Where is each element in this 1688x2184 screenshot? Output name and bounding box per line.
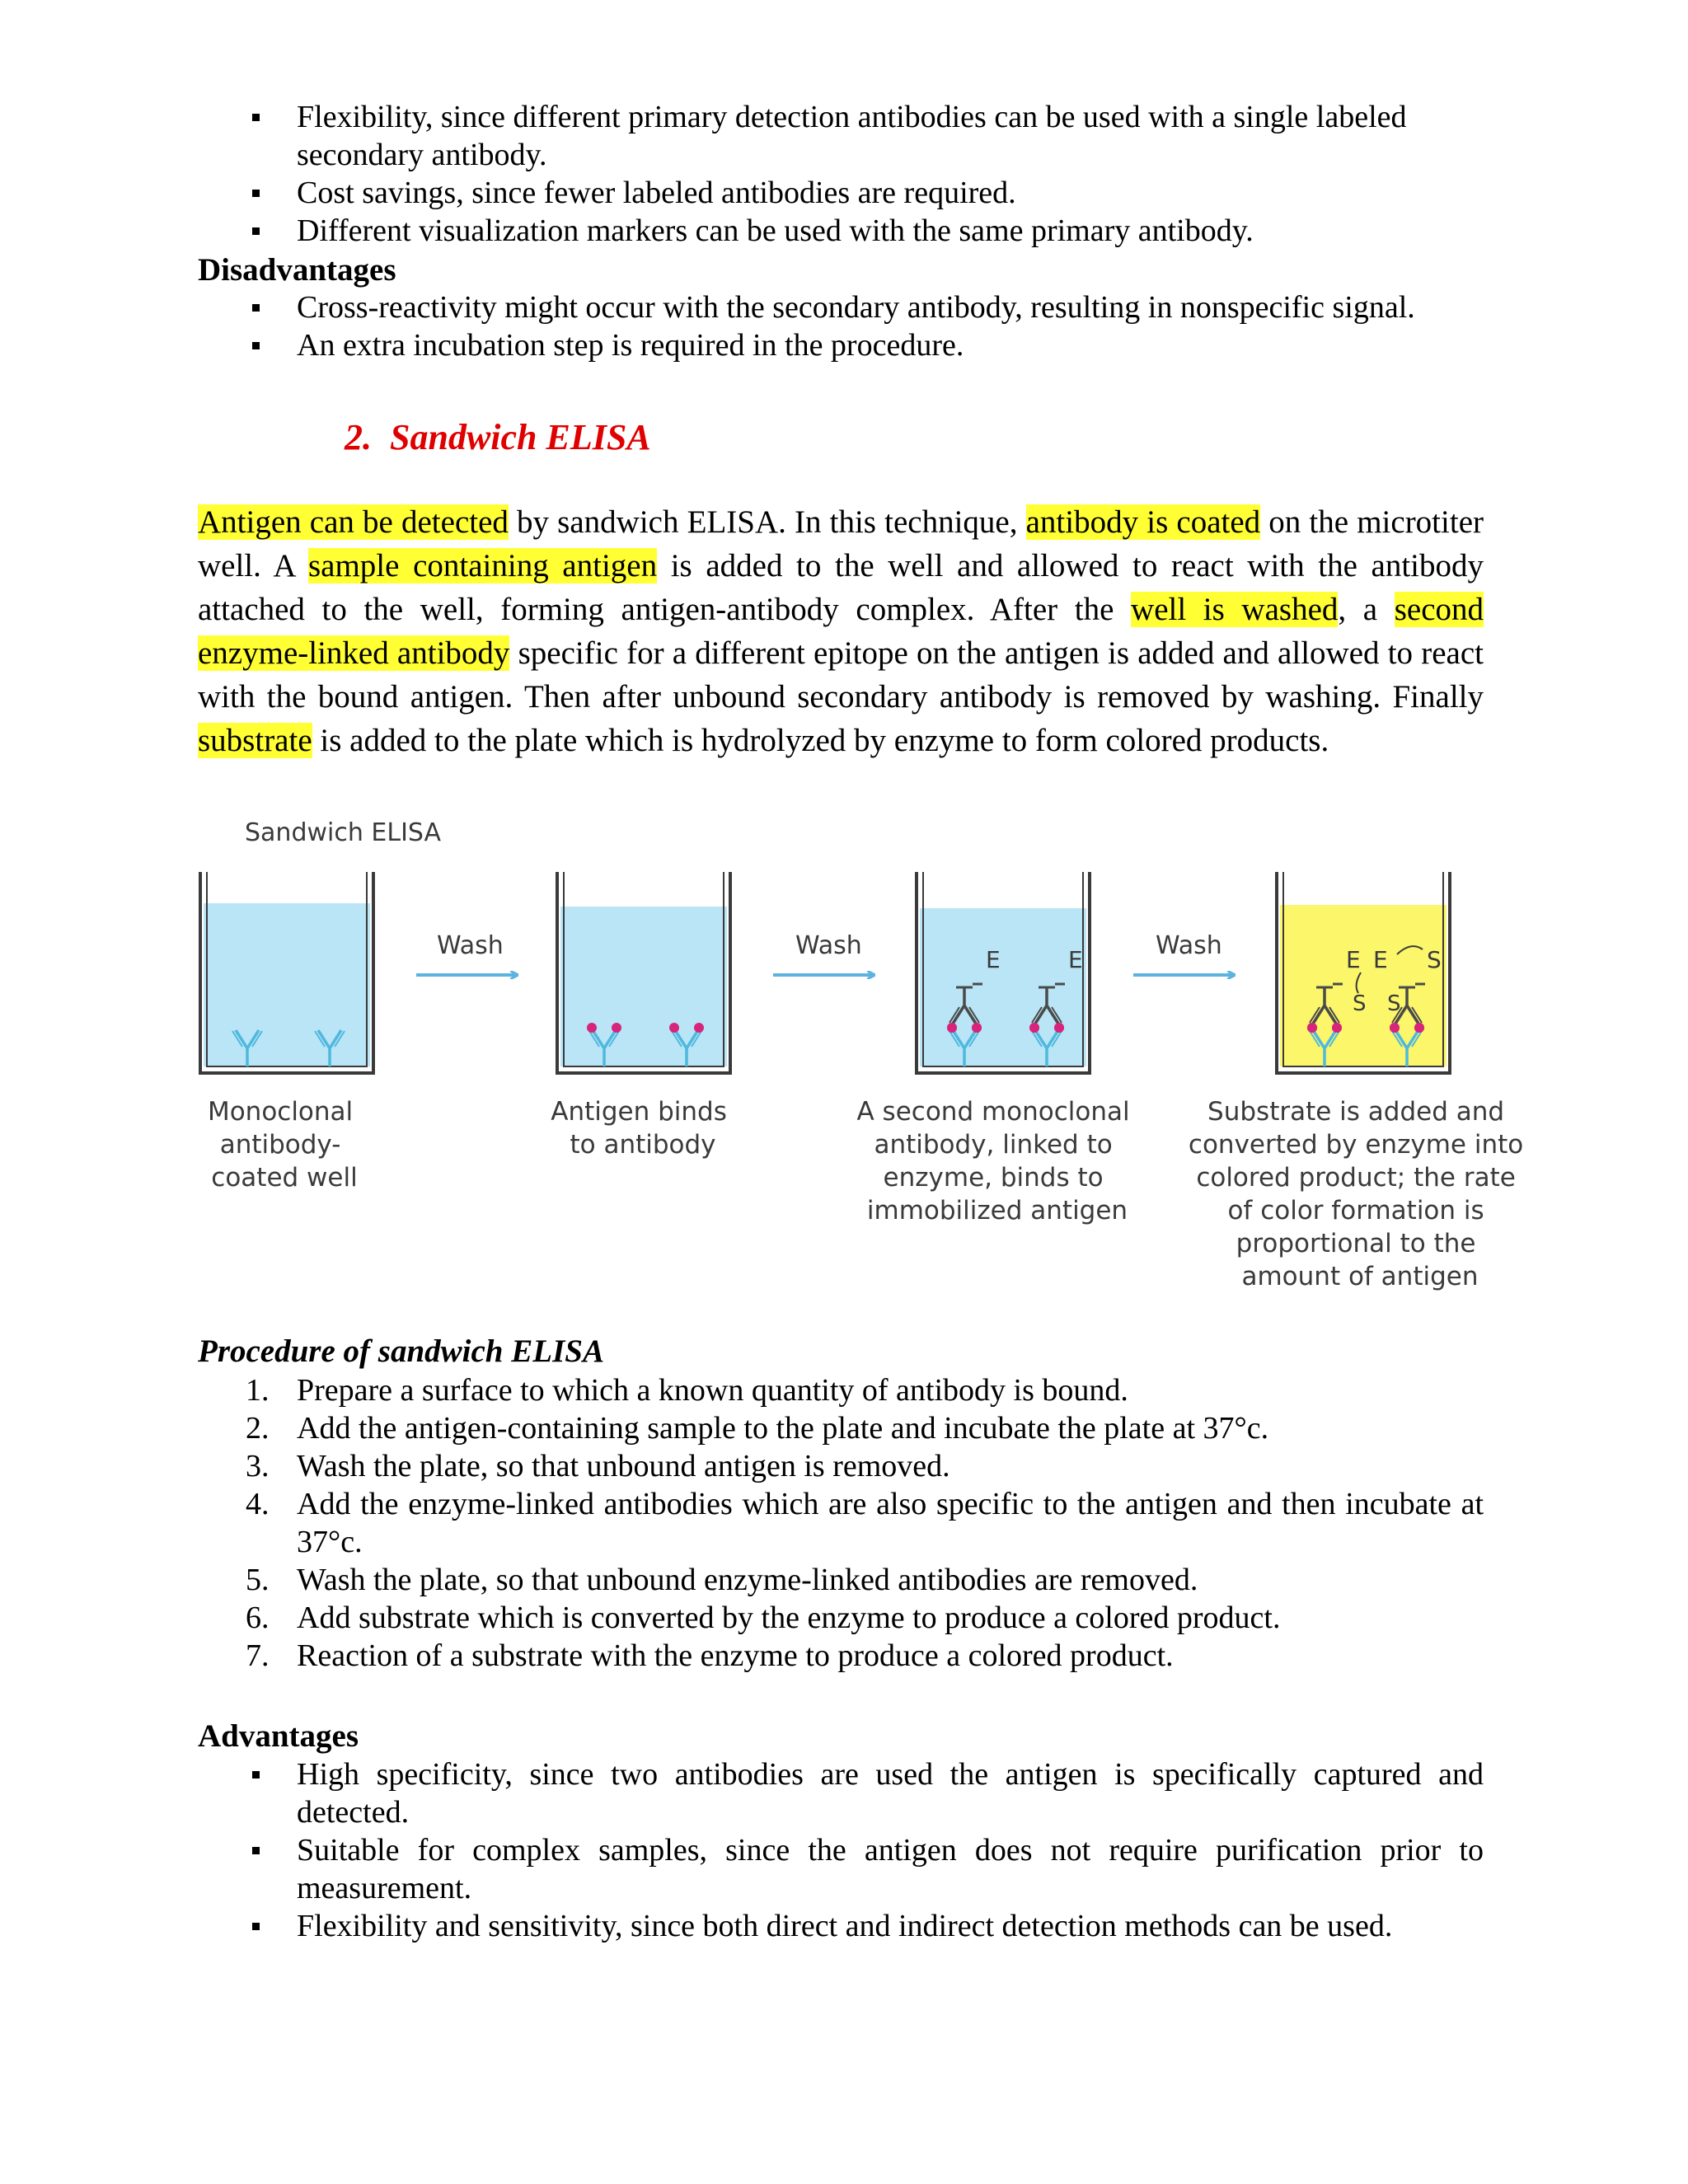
procedure-steps <box>198 1371 1484 1675</box>
figure-title: Sandwich ELISA <box>245 818 442 847</box>
caption-well-2: Antigen binds to antibody <box>551 1097 727 1160</box>
step-number: 5. <box>246 1563 270 1597</box>
wash-arrow-3 <box>1133 931 1234 975</box>
advantages-list <box>198 1755 1484 1945</box>
well-4 <box>1277 872 1450 1073</box>
procedure-step <box>198 1409 1484 1447</box>
enzyme-label: E <box>1346 946 1361 973</box>
procedure-step <box>198 1561 1484 1599</box>
enzyme-label: E <box>1068 946 1083 973</box>
substrate-label: S <box>1427 946 1442 973</box>
step-text: Reaction of a substrate with the enzyme to produce a colored product. <box>297 1638 1174 1673</box>
highlight-text: antibody is coated <box>1025 504 1261 540</box>
list-item-text: Cost savings, since fewer labeled antibodies are required. <box>297 176 1016 210</box>
list-item <box>198 1907 1484 1945</box>
caption-well-4: Substrate is added and converted by enzyme into colored product; the rate of color formation is proportional to the amount of antigen <box>1188 1097 1524 1291</box>
list-item-text: Different visualization markers can be used with the same primary antibody. <box>297 213 1254 248</box>
procedure-step <box>198 1599 1484 1637</box>
step-text: Wash the plate, so that unbound enzyme-linked antibodies are removed. <box>297 1563 1198 1597</box>
procedure-heading: Procedure of sandwich ELISA <box>198 1333 604 1369</box>
step-text: Add substrate which is converted by the enzyme to produce a colored product. <box>297 1601 1281 1635</box>
procedure-step <box>198 1637 1484 1675</box>
substrate-label: S <box>1387 991 1401 1016</box>
paragraph-text: on the microtiter well. A <box>198 504 1484 583</box>
paragraph-text: , a <box>1338 592 1395 627</box>
paragraph-text: is added to the well and allowed to react with the antibody attached to the well, forming antigen-antibody complex. After the <box>198 548 1484 627</box>
list-item <box>198 1755 1484 1831</box>
wash-label: Wash <box>437 931 504 960</box>
well-1 <box>200 872 373 1073</box>
well-3 <box>917 872 1090 1073</box>
procedure-step <box>198 1371 1484 1409</box>
step-number: 7. <box>246 1638 270 1673</box>
procedure-step <box>198 1447 1484 1485</box>
step-text: Wash the plate, so that unbound antigen is removed. <box>297 1449 950 1483</box>
highlight-text: Antigen can be detected <box>198 504 509 540</box>
section-title-text: Sandwich ELISA <box>390 417 651 457</box>
list-item-text: High specificity, since two antibodies are used the antigen is specifically captured and detected. <box>297 1757 1484 1830</box>
disadvantages-heading: Disadvantages <box>198 252 396 288</box>
highlight-text: sample containing antigen <box>307 548 658 583</box>
wash-label: Wash <box>795 931 862 960</box>
step-number: 3. <box>246 1449 270 1483</box>
step-number: 4. <box>246 1487 270 1521</box>
paragraph-text: is added to the plate which is hydrolyzed by enzyme to form colored products. <box>312 723 1329 758</box>
list-item <box>198 1831 1484 1907</box>
wash-arrow-1 <box>416 931 517 975</box>
list-item-text: An extra incubation step is required in the procedure. <box>297 328 964 363</box>
substrate-label: S <box>1353 991 1367 1016</box>
paragraph-text: specific for a different epitope on the antigen is added and allowed to react with the bound antigen. Then after unbound secondary antibody is removed by washing. Finally <box>198 635 1484 715</box>
highlight-text: second enzyme-linked antibody <box>198 592 1484 671</box>
advantages-heading: Advantages <box>198 1718 359 1754</box>
wash-label: Wash <box>1156 931 1222 960</box>
step-text: Add the enzyme-linked antibodies which are also specific to the antigen and then incubate at 37°c. <box>297 1487 1484 1559</box>
list-item-text: Flexibility, since different primary detection antibodies can be used with a single labeled secondary antibody. <box>297 100 1407 172</box>
list-item-text: Suitable for complex samples, since the antigen does not require purification prior to measurement. <box>297 1833 1484 1905</box>
enzyme-label: E <box>1373 946 1388 973</box>
step-text: Prepare a surface to which a known quantity of antibody is bound. <box>297 1373 1128 1408</box>
well-2 <box>557 872 730 1073</box>
list-item-text: Flexibility and sensitivity, since both direct and indirect detection methods can be used. <box>297 1909 1393 1943</box>
list-item-text: Cross-reactivity might occur with the secondary antibody, resulting in nonspecific signal. <box>297 290 1415 325</box>
highlight-text: well is washed <box>1131 592 1339 627</box>
enzyme-label: E <box>986 946 1001 973</box>
step-number: 2. <box>246 1411 270 1446</box>
caption-well-3: A second monoclonal antibody, linked to enzyme, binds to immobilized antigen <box>856 1097 1130 1226</box>
highlight-text: substrate <box>198 723 312 758</box>
section-number: 2. <box>345 417 372 457</box>
paragraph-text: by sandwich ELISA. In this technique, <box>508 504 1026 540</box>
caption-well-1: Monoclonal antibody- coated well <box>207 1097 358 1193</box>
procedure-step <box>198 1485 1484 1561</box>
wash-arrow-2 <box>773 931 874 975</box>
step-number: 1. <box>246 1373 270 1408</box>
step-number: 6. <box>246 1601 270 1635</box>
step-text: Add the antigen-containing sample to the plate and incubate the plate at 37°c. <box>297 1411 1269 1446</box>
